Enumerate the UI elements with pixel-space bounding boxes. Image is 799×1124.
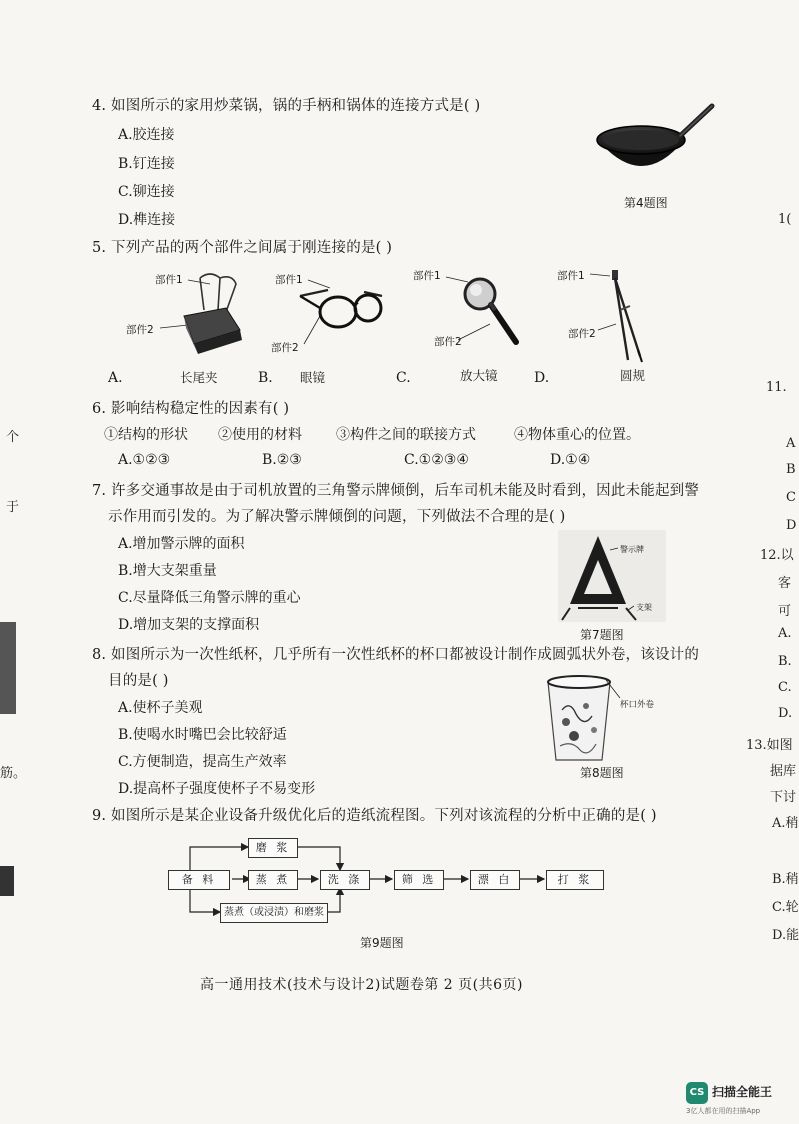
q9-caption: 第9题图 (360, 936, 404, 950)
q4-option-c: C.铆连接 (118, 184, 175, 200)
right-edge-opt-8: D. (778, 706, 793, 721)
q7-caption: 第7题图 (580, 628, 624, 642)
q6-option-b: B.②③ (262, 452, 302, 468)
q7-stand-label: 支架 (636, 603, 652, 612)
q5d-part2-label: 部件2 (568, 328, 596, 340)
q7-option-b: B.增大支架重量 (118, 563, 217, 579)
right-edge-3: 12.以 (760, 548, 794, 563)
wok-figure (592, 100, 718, 192)
q7-stem-line1: 7. 许多交通事故是由于司机放置的三角警示牌倾倒，后车司机未能及时看到，因此未能起到警 (92, 483, 700, 499)
page-footer: 高一通用技术(技术与设计2)试题卷第 2 页(共6页) (200, 977, 523, 993)
left-edge-photo-1 (0, 622, 16, 714)
q7-option-c: C.尽量降低三角警示牌的重心 (118, 590, 301, 606)
scanner-logo-icon: CS (686, 1082, 708, 1104)
right-edge-opt-11: C.轮 (772, 900, 799, 915)
right-edge-opt-4: D (786, 518, 797, 533)
right-edge-6: 13.如图 (746, 738, 793, 753)
left-edge-3: 筋。 (0, 766, 27, 781)
q5a-part2-label: 部件2 (126, 324, 154, 336)
q5b-part2-label: 部件2 (271, 342, 299, 354)
q7-option-a: A.增加警示牌的面积 (118, 536, 245, 552)
left-edge-1: 个 (6, 430, 20, 445)
q4-option-d: D.榫连接 (118, 212, 176, 228)
q6-option-c: C.①②③④ (404, 452, 469, 468)
q4-stem: 4. 如图所示的家用炒菜锅，锅的手柄和锅体的连接方式是( ) (92, 98, 481, 114)
left-edge-2: 于 (6, 500, 20, 515)
q4-caption: 第4题图 (624, 196, 668, 210)
q6-factor-4: ④物体重心的位置。 (514, 427, 640, 443)
flow-wash: 洗 涤 (320, 870, 370, 890)
q5-item-b-letter: B. (258, 370, 273, 386)
left-edge-photo-2 (0, 866, 14, 896)
right-edge-opt-12: D.能 (772, 928, 799, 943)
q5-item-d-letter: D. (534, 370, 550, 386)
q5c-part2-label: 部件2 (434, 336, 462, 348)
right-edge-opt-2: B (786, 462, 796, 477)
q4-option-b: B.钉连接 (118, 156, 175, 172)
q7-sign-label: 警示牌 (620, 545, 644, 554)
right-edge-5: 可 (778, 604, 792, 619)
right-edge-1: 1( (778, 212, 792, 227)
q8-option-b: B.使喝水时嘴巴会比较舒适 (118, 727, 287, 743)
right-edge-2: 11. (766, 380, 787, 395)
flow-cook-grind: 蒸煮（或浸渍）和磨浆 (220, 903, 328, 923)
q7-stem-line2: 示作用而引发的。为了解决警示牌倾倒的问题，下列做法不合理的是( ) (108, 509, 566, 525)
q5-item-d-name: 圆规 (620, 368, 646, 383)
q7-option-d: D.增加支架的支撑面积 (118, 617, 260, 633)
right-edge-opt-1: A (786, 436, 796, 451)
magnifier-figure (446, 270, 526, 352)
q8-rim-label: 杯口外卷 (620, 700, 655, 710)
q8-option-d: D.提高杯子强度使杯子不易变形 (118, 781, 316, 797)
flow-prep: 备 料 (168, 870, 230, 890)
q8-option-a: A.使杯子美观 (118, 700, 203, 716)
scanner-app-name: 扫描全能王 (712, 1085, 773, 1099)
binder-clip-figure (170, 270, 250, 360)
flow-screen: 筛 选 (394, 870, 444, 890)
glasses-figure (290, 276, 390, 346)
flow-pack: 打 浆 (546, 870, 604, 890)
right-edge-opt-9: A.稍 (772, 816, 799, 831)
right-edge-4: 客 (778, 576, 792, 591)
right-edge-opt-6: B. (778, 654, 792, 669)
q5-item-c-letter: C. (396, 370, 411, 386)
flow-cook: 蒸 煮 (248, 870, 298, 890)
compass-figure (590, 266, 660, 366)
q6-option-d: D.①④ (550, 452, 591, 468)
paper-cup-figure (540, 670, 620, 762)
flow-bleach: 漂 白 (470, 870, 520, 890)
q8-stem-line1: 8. 如图所示为一次性纸杯，几乎所有一次性纸杯的杯口都被设计制作成圆弧状外卷，该设计的 (92, 647, 700, 663)
q5a-part1-label: 部件1 (155, 274, 183, 286)
right-edge-8: 下讨 (770, 790, 797, 805)
q9-stem: 9. 如图所示是某企业设备升级优化后的造纸流程图。下列对该流程的分析中正确的是( ) (92, 808, 657, 824)
q5c-part1-label: 部件1 (413, 270, 441, 282)
flow-grind: 磨 浆 (248, 838, 298, 858)
q5-item-b-name: 眼镜 (300, 370, 326, 385)
right-edge-opt-5: A. (778, 626, 792, 641)
q6-factor-2: ②使用的材料 (218, 427, 302, 443)
q8-stem-line2: 目的是( ) (108, 673, 169, 689)
q6-stem: 6. 影响结构稳定性的因素有( ) (92, 401, 290, 417)
right-edge-opt-10: B.稍 (772, 872, 799, 887)
q5-item-c-name: 放大镜 (460, 368, 498, 383)
right-edge-opt-3: C (786, 490, 796, 505)
q5d-part1-label: 部件1 (557, 270, 585, 282)
q6-factor-1: ①结构的形状 (104, 427, 188, 443)
scanner-tagline: 3亿人都在用的扫描App (686, 1107, 761, 1115)
q6-option-a: A.①②③ (118, 452, 171, 468)
q5-item-a-letter: A. (108, 370, 123, 386)
q6-factor-3: ③构件之间的联接方式 (336, 427, 476, 443)
q5-item-a-name: 长尾夹 (180, 370, 218, 385)
q8-option-c: C.方便制造，提高生产效率 (118, 754, 287, 770)
q5-stem: 5. 下列产品的两个部件之间属于刚连接的是( ) (92, 240, 393, 256)
q5b-part1-label: 部件1 (275, 274, 303, 286)
right-edge-7: 据库 (770, 764, 797, 779)
right-edge-opt-7: C. (778, 680, 792, 695)
q4-option-a: A.胶连接 (118, 127, 175, 143)
q8-caption: 第8题图 (580, 766, 624, 780)
